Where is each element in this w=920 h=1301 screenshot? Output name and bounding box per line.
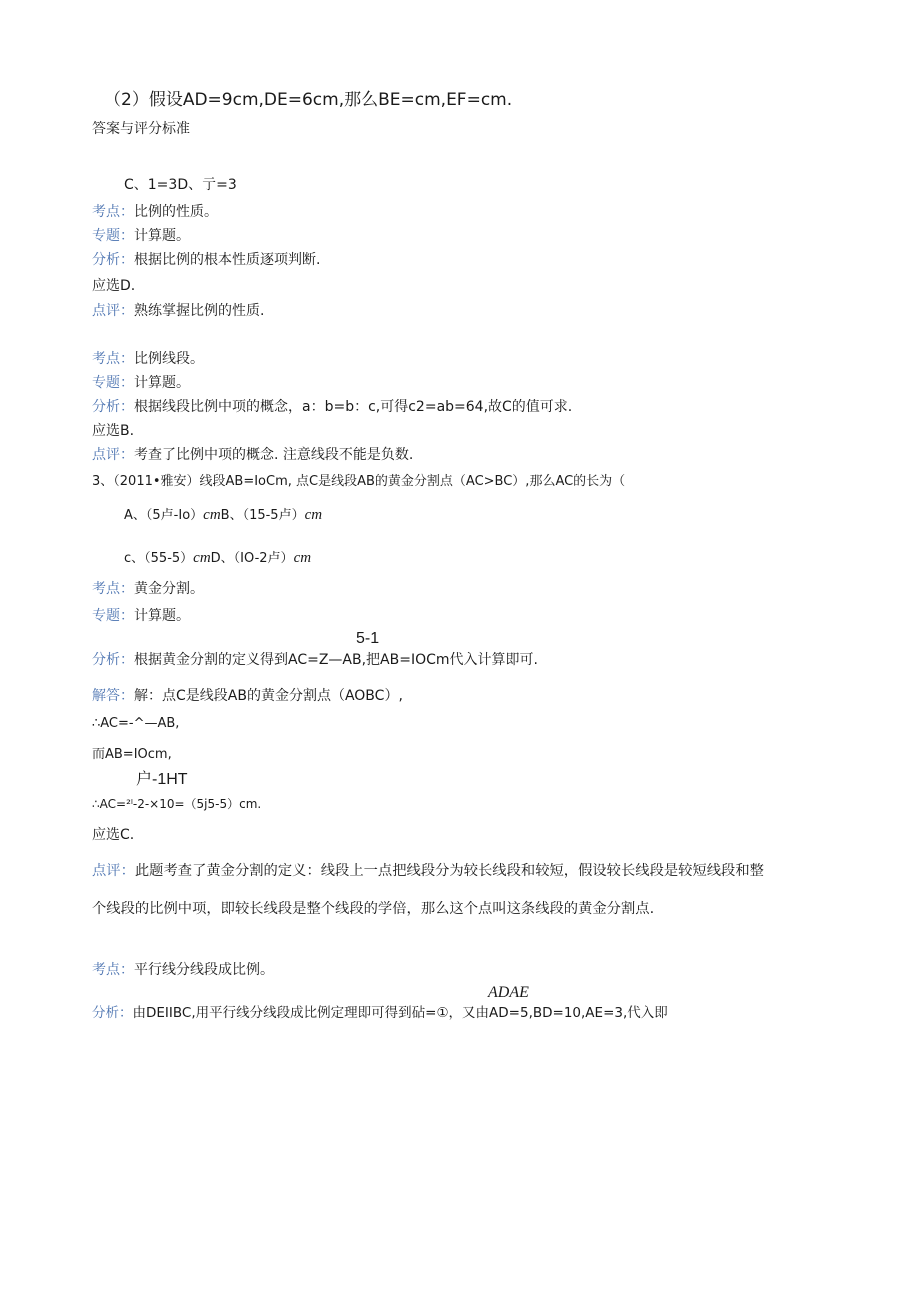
solution-line-2: 而AB=IOcm, bbox=[92, 747, 172, 762]
kaodian-text: 比例线段。 bbox=[134, 351, 204, 367]
kaodian-text: 平行线分线段成比例。 bbox=[134, 962, 274, 978]
kaodian-row-1 bbox=[92, 203, 218, 221]
option-d-unit: cm bbox=[293, 550, 312, 566]
question-3-options-ab bbox=[124, 506, 322, 525]
dianping-row-2 bbox=[92, 446, 413, 464]
option-b-text: B、（15-5卢） bbox=[220, 508, 305, 523]
question-3-stem: 3、（2011•雅安）线段AB=IoCm, 点C是线段AB的黄金分割点（AC>BC）,那么AC的长为（ bbox=[92, 474, 626, 489]
dianping-text: 此题考查了黄金分割的定义：线段上一点把线段分为较长线段和较短，假设较长线段是较短线段和整 bbox=[134, 863, 764, 879]
zhuanti-label: 专题： bbox=[92, 608, 134, 624]
zhuanti-row-3 bbox=[92, 607, 190, 625]
fenxi-label: 分析： bbox=[92, 399, 134, 415]
dianping-row-3-cont: 个线段的比例中项，即较长线段是整个线段的学倍，那么这个点叫这条线段的黄金分割点. bbox=[92, 901, 655, 917]
kaodian-text: 比例的性质。 bbox=[134, 204, 218, 220]
kaodian-label: 考点： bbox=[92, 204, 134, 220]
fenxi-label: 分析： bbox=[92, 1005, 133, 1021]
dianping-label: 点评： bbox=[92, 303, 134, 319]
kaodian-label: 考点： bbox=[92, 581, 134, 597]
question-3-options-cd bbox=[124, 549, 311, 568]
solution-line-3: ∴AC=²ˡ-2-×10=（5j5-5）cm. bbox=[92, 797, 262, 811]
fenxi-row-3 bbox=[92, 651, 538, 669]
kaodian-row-4 bbox=[92, 961, 274, 979]
fenxi-text: 根据黄金分割的定义得到AC=Z—AB,把AB=IOCm代入计算即可. bbox=[134, 652, 538, 668]
kaodian-label: 考点： bbox=[92, 962, 134, 978]
fenxi-label: 分析： bbox=[92, 252, 134, 268]
kaodian-label: 考点： bbox=[92, 351, 134, 367]
fenxi-text: 由DEIIBC,用平行线分线段成比例定理即可得到砧=①，又由AD=5,BD=10,AE=3,代入即 bbox=[132, 1005, 668, 1021]
yingxuan-3: 应选C. bbox=[92, 827, 135, 843]
jieda-text: 解：点C是线段AB的黄金分割点（AOBC）, bbox=[134, 688, 403, 704]
kaodian-row-3 bbox=[92, 580, 204, 598]
zhuanti-text: 计算题。 bbox=[134, 608, 190, 624]
fenxi-row-1 bbox=[92, 251, 320, 269]
question-2: （2）假设AD=9cm,DE=6cm,那么BE=cm,EF=cm. bbox=[104, 90, 513, 110]
dianping-text: 考查了比例中项的概念. 注意线段不能是负数. bbox=[134, 447, 414, 463]
zhuanti-label: 专题： bbox=[92, 375, 134, 391]
dianping-row-1 bbox=[92, 302, 264, 320]
zhuanti-label: 专题： bbox=[92, 228, 134, 244]
jieda-row bbox=[92, 687, 403, 705]
fenxi-text: 根据线段比例中项的概念，a：b=b：c,可得c2=ab=64,故C的值可求. bbox=[134, 399, 573, 415]
fraction-numerator-2: 户-1HT bbox=[136, 771, 188, 788]
fenxi-label: 分析： bbox=[92, 652, 134, 668]
option-b-unit: cm bbox=[304, 507, 323, 523]
option-a-unit: cm bbox=[203, 507, 221, 523]
dianping-label: 点评： bbox=[92, 863, 135, 879]
dianping-row-3 bbox=[92, 862, 764, 880]
fraction-numerator: 5-1 bbox=[356, 630, 380, 647]
option-c-text: c、（55-5） bbox=[124, 551, 194, 566]
kaodian-row-2 bbox=[92, 350, 204, 368]
option-d-text: D、（IO-2卢） bbox=[210, 551, 294, 566]
fenxi-row-4 bbox=[92, 1004, 668, 1022]
dianping-label: 点评： bbox=[92, 447, 134, 463]
zhuanti-row-1 bbox=[92, 227, 190, 245]
option-c-unit: cm bbox=[193, 550, 211, 566]
fenxi-row-2 bbox=[92, 398, 572, 416]
answer-header: 答案与评分标准 bbox=[92, 121, 190, 137]
kaodian-text: 黄金分割。 bbox=[134, 581, 204, 597]
yingxuan-1: 应选D. bbox=[92, 278, 136, 294]
zhuanti-row-2 bbox=[92, 374, 190, 392]
zhuanti-text: 计算题。 bbox=[134, 375, 190, 391]
fraction-numerator-3: ADAE bbox=[488, 984, 529, 1001]
dianping-text: 熟练掌握比例的性质. bbox=[134, 303, 265, 319]
solution-line-1: ∴AC=-^—AB, bbox=[92, 716, 180, 731]
fenxi-text: 根据比例的根本性质逐项判断. bbox=[134, 252, 321, 268]
option-a-text: A、（5卢-Io） bbox=[124, 508, 204, 523]
options-c-d: C、1=3D、亍=3 bbox=[124, 177, 237, 193]
jieda-label: 解答： bbox=[92, 688, 134, 704]
zhuanti-text: 计算题。 bbox=[134, 228, 190, 244]
yingxuan-2: 应选B. bbox=[92, 423, 135, 439]
